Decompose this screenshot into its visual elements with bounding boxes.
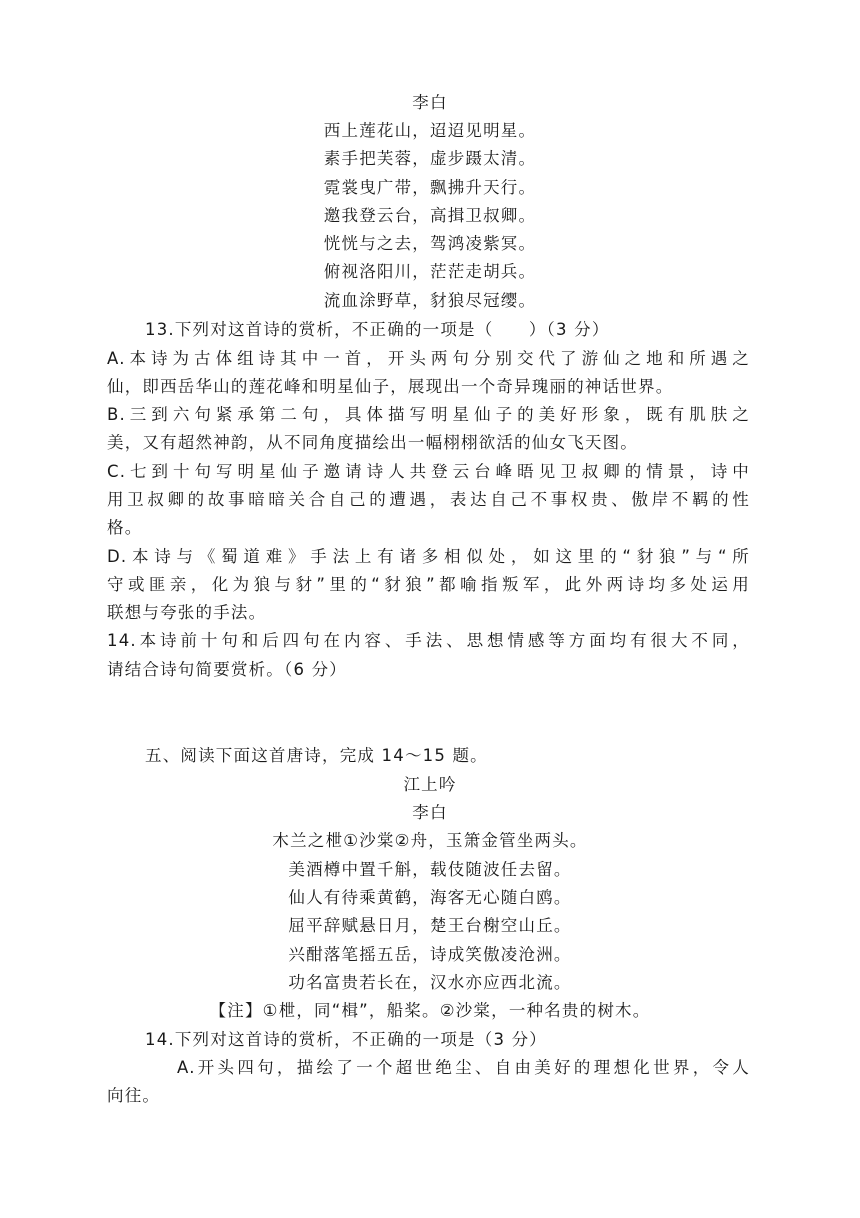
- poem2-line: 功名富贵若长在，汉水亦应西北流。: [288, 973, 572, 992]
- option-c-line: 用卫叔卿的故事暗暗关合自己的遭遇，表达自己不事权贵、傲岸不羁的性: [107, 490, 750, 509]
- option-c-line: 格。: [107, 518, 143, 537]
- option-a-line: A.开头四句，描绘了一个超世绝尘、自由美好的理想化世界，令人: [177, 1058, 750, 1077]
- poem2-line: 兴酣落笔摇五岳，诗成笑傲凌沧洲。: [288, 945, 572, 964]
- option-d-line: D.本诗与《蜀道难》手法上有诸多相似处，如这里的“豺狼”与“所: [107, 547, 750, 566]
- poem1-line: 素手把芙蓉，虚步蹑太清。: [323, 149, 537, 168]
- option-c-line: C.七到十句写明星仙子邀请诗人共登云台峰晤见卫叔卿的情景，诗中: [107, 462, 750, 481]
- section-heading: 五、阅读下面这首唐诗，完成 14～15 题。: [145, 746, 488, 765]
- poem2-title: 江上吟: [403, 775, 457, 794]
- option-d-line: 守或匪亲，化为狼与豺”里的“豺狼”都喻指叛军，此外两诗均多处运用: [107, 575, 750, 594]
- poem1-line: 恍恍与之去，驾鸿凌紫冥。: [323, 234, 537, 253]
- question-14-line: 请结合诗句简要赏析。（6 分）: [107, 660, 347, 679]
- poem2-line: 屈平辞赋悬日月，楚王台榭空山丘。: [288, 916, 572, 935]
- poem1-line: 邀我登云台，高揖卫叔卿。: [323, 206, 537, 225]
- option-b-line: B.三到六句紧承第二句，具体描写明星仙子的美好形象，既有肌肤之: [107, 405, 750, 424]
- option-a-line: 向往。: [107, 1086, 161, 1105]
- question-13-stem: 13.下列对这首诗的赏析，不正确的一项是（ ）（3 分）: [145, 320, 610, 339]
- poem1-line: 俯视洛阳川，茫茫走胡兵。: [323, 262, 537, 281]
- question-14-line: 14.本诗前十句和后四句在内容、手法、思想情感等方面均有很大不同，: [107, 631, 750, 650]
- poem1-author: 李白: [412, 93, 448, 112]
- poem1-line: 霓裳曳广带，飘拂升天行。: [323, 178, 537, 197]
- poem2-author: 李白: [412, 803, 448, 822]
- option-d-line: 联想与夸张的手法。: [107, 603, 267, 622]
- poem2-note: 【注】①枻，同“楫”，船桨。②沙棠，一种名贵的树木。: [209, 1001, 651, 1020]
- poem2-line: 木兰之枻①沙棠②舟，玉箫金管坐两头。: [272, 831, 588, 850]
- poem2-line: 美酒樽中置千斛，载伎随波任去留。: [288, 860, 572, 879]
- poem1-line: 流血涂野草，豺狼尽冠缨。: [323, 291, 537, 310]
- option-a-line: A.本诗为古体组诗其中一首，开头两句分别交代了游仙之地和所遇之: [107, 349, 750, 368]
- poem1-line: 西上莲花山，迢迢见明星。: [323, 121, 537, 140]
- option-b-line: 美，又有超然神韵，从不同角度描绘出一幅栩栩欲活的仙女飞天图。: [107, 433, 638, 452]
- option-a-line: 仙，即西岳华山的莲花峰和明星仙子，展现出一个奇异瑰丽的神话世界。: [107, 377, 674, 396]
- question-14-stem: 14.下列对这首诗的赏析，不正确的一项是（3 分）: [145, 1030, 547, 1049]
- poem2-line: 仙人有待乘黄鹤，海客无心随白鸥。: [288, 888, 572, 907]
